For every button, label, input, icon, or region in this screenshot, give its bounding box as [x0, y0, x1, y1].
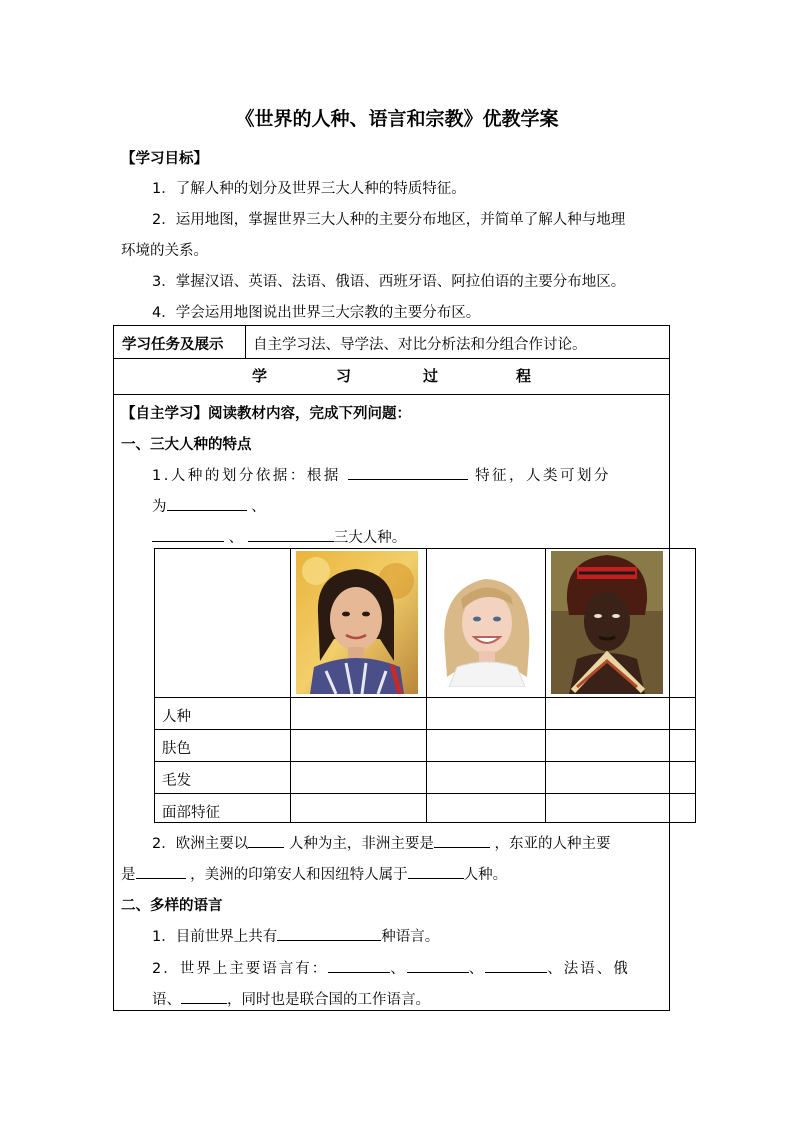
q4-text-a: 2．世界上主要语言有： [152, 961, 329, 977]
q1-text-c: 为 [152, 499, 167, 515]
question-3 [152, 925, 439, 946]
row-label-hair: 毛发 [162, 773, 191, 789]
objective-4: 4．学会运用地图说出世界三大宗教的主要分布区。 [152, 305, 481, 321]
objective-1: 1．了解人种的划分及世界三大人种的特质特征。 [152, 181, 466, 197]
q2-text-c: ，东亚的人种主要 [494, 836, 611, 852]
page-title: 《世界的人种、语言和宗教》优教学案 [235, 108, 559, 130]
row-label-face: 面部特征 [162, 805, 220, 821]
q2-text-e: ，美洲的印第安人和因纽特人属于 [190, 867, 408, 883]
process-char-4: 程 [516, 367, 532, 385]
task-value: 自主学习法、导学法、对比分析法和分组合作讨论。 [253, 337, 587, 353]
q4-blank-lang4[interactable] [181, 989, 227, 1004]
question-1-line2 [152, 495, 266, 516]
european-woman-photo [431, 569, 542, 687]
q2-blank-americas[interactable] [408, 864, 464, 879]
self-study-heading-bracket: 【自主学习】 [121, 406, 208, 422]
objective-3: 3．掌握汉语、英语、法语、俄语、西班牙语、阿拉伯语的主要分布地区。 [152, 274, 626, 290]
section-races: 一、三大人种的特点 [121, 437, 252, 453]
q2-blank-eastasia[interactable] [136, 864, 186, 879]
q3-text-a: 1．目前世界上共有 [152, 929, 278, 945]
race-col-4 [669, 549, 670, 822]
question-2-line1 [152, 832, 610, 853]
q2-text-b: 人种为主，非洲主要是 [288, 836, 434, 852]
self-study-heading [121, 402, 411, 423]
q4-blank-lang1[interactable] [328, 958, 390, 973]
q1-text-d: 、 [251, 499, 266, 515]
objective-2-line1: 2．运用地图，掌握世界三大人种的主要分布地区，并简单了解人种与地理 [152, 212, 626, 228]
question-4-line1 [152, 957, 630, 978]
task-label: 学习任务及展示 [122, 337, 224, 353]
q4-text-b: 、法语、俄 [547, 961, 630, 977]
row-divider-1 [114, 358, 669, 359]
q4-sep-1: 、 [390, 961, 407, 977]
question-1-line1 [152, 464, 611, 485]
q3-blank-count[interactable] [277, 926, 381, 941]
q2-text-a: 2．欧洲主要以 [152, 836, 249, 852]
process-char-3: 过 [423, 367, 439, 385]
q1-blank-race2[interactable] [152, 527, 224, 542]
process-char-2: 习 [336, 367, 352, 385]
asian-woman-photo [296, 551, 418, 694]
row-divider-2 [114, 394, 669, 395]
q1-blank-race1[interactable] [167, 496, 247, 511]
row-label-race: 人种 [162, 709, 191, 725]
question-1-line3 [152, 526, 406, 547]
task-col-divider [245, 326, 246, 358]
q2-text-d: 是 [121, 867, 136, 883]
objective-2-line2: 环境的关系。 [121, 243, 208, 259]
q1-text-b: 特征，人类可划分 [475, 468, 612, 484]
q4-text-c: 语、 [152, 992, 181, 1008]
q4-blank-lang2[interactable] [407, 958, 469, 973]
q2-text-f: 人种。 [463, 867, 508, 883]
section-languages: 二、多样的语言 [121, 898, 223, 914]
question-4-line2 [152, 988, 430, 1009]
q2-blank-africa[interactable] [434, 833, 490, 848]
row-label-skin: 肤色 [162, 741, 191, 757]
q1-text-a: 1.人种的划分依据：根据 [152, 468, 341, 484]
race-col-1 [290, 549, 291, 822]
q2-blank-europe[interactable] [248, 833, 284, 848]
african-woman-photo [551, 551, 663, 694]
race-col-2 [426, 549, 427, 822]
self-study-heading-rest: 阅读教材内容，完成下列问题： [208, 406, 411, 422]
race-row-line-1 [155, 697, 695, 698]
q3-text-b: 种语言。 [381, 929, 440, 945]
q4-text-d: ，同时也是联合国的工作语言。 [227, 992, 430, 1008]
q4-blank-lang3[interactable] [485, 958, 547, 973]
race-row-line-2 [155, 729, 695, 730]
q1-blank-basis[interactable] [348, 465, 468, 480]
q4-sep-2: 、 [468, 961, 486, 977]
q1-text-e: 、 [228, 530, 244, 546]
q1-text-f: 三大人种。 [333, 530, 407, 546]
race-row-line-3 [155, 761, 695, 762]
race-row-line-4 [155, 793, 695, 794]
objectives-heading: 【学习目标】 [121, 151, 208, 167]
question-2-line2 [121, 863, 507, 884]
race-col-3 [545, 549, 546, 822]
q1-blank-race3[interactable] [248, 527, 334, 542]
process-char-1: 学 [252, 367, 268, 385]
